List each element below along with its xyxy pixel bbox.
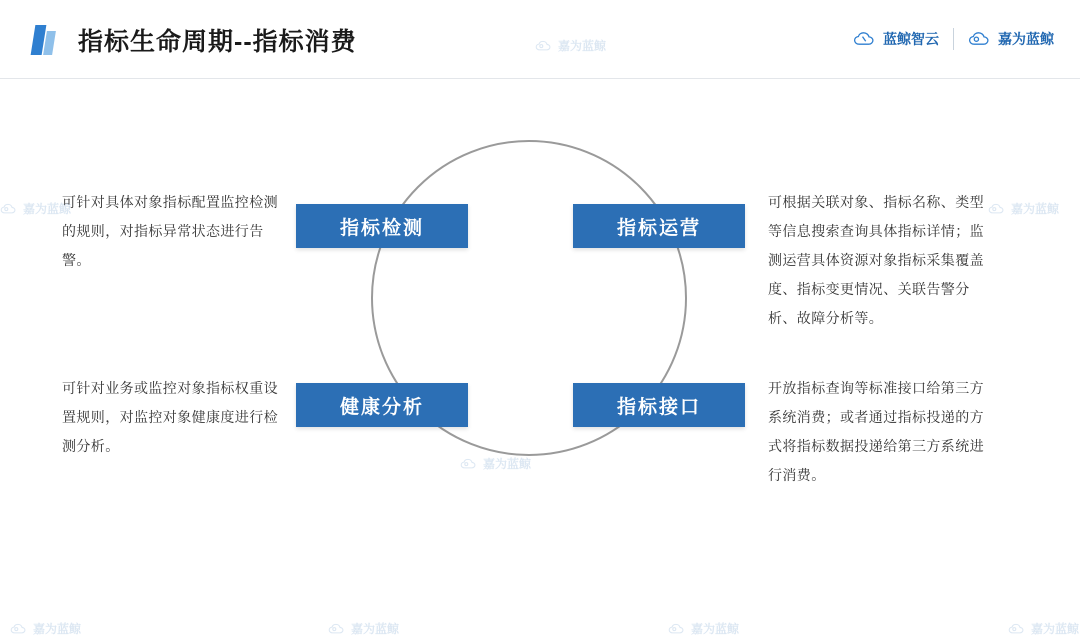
watermark [1008, 620, 1079, 637]
cloud-icon [1008, 622, 1026, 636]
watermark [328, 620, 399, 637]
title-accent-mark [33, 25, 55, 55]
brand-label: 蓝鲸智云 [883, 31, 939, 47]
watermark-label: 嘉为蓝鲸 [33, 622, 82, 636]
description-health-analysis: 可针对业务或监控对象指标权重设置规则，对监控对象健康度进行检测分析。 [62, 380, 278, 454]
brand-divider [953, 28, 954, 50]
page-title: 指标生命周期--指标消费 [78, 28, 357, 56]
watermark-label: 嘉为蓝鲸 [351, 622, 400, 636]
node-indicator-operation[interactable] [573, 204, 745, 248]
watermark-label: 嘉为蓝鲸 [691, 622, 740, 636]
node-indicator-detection[interactable] [296, 204, 468, 248]
page-header [0, 0, 1080, 78]
cloud-icon [853, 30, 877, 48]
watermark-label: 嘉为蓝鲸 [483, 457, 532, 471]
watermark-label: 嘉为蓝鲸 [1011, 202, 1060, 216]
watermark [668, 620, 739, 637]
node-label: 指标接口 [616, 396, 701, 418]
brand-group [853, 28, 1054, 50]
cloud-icon [968, 30, 992, 48]
cloud-icon [10, 622, 28, 636]
cloud-icon [668, 622, 686, 636]
brand-bkcloud [853, 29, 939, 49]
node-label: 健康分析 [339, 396, 424, 418]
watermark-label: 嘉为蓝鲸 [23, 202, 72, 216]
description-indicator-api: 开放指标查询等标准接口给第三方系统消费；或者通过指标投递的方式将指标数据投递给第三方系统进行消费。 [768, 380, 984, 483]
description-indicator-operation: 可根据关联对象、指标名称、类型等信息搜索查询具体指标详情；监测运营具体资源对象指标采集覆盖度、指标变更情况、关联告警分析、故障分析等。 [768, 194, 984, 326]
node-health-analysis[interactable] [296, 383, 468, 427]
watermark-label: 嘉为蓝鲸 [558, 39, 607, 53]
watermark-label: 嘉为蓝鲸 [1031, 622, 1080, 636]
lifecycle-diagram [0, 78, 1080, 608]
node-label: 指标检测 [339, 217, 424, 239]
watermark [10, 620, 81, 637]
brand-canway [968, 29, 1054, 49]
node-indicator-api[interactable] [573, 383, 745, 427]
brand-label: 嘉为蓝鲸 [998, 31, 1054, 47]
cloud-icon [328, 622, 346, 636]
node-label: 指标运营 [616, 217, 701, 239]
description-indicator-detection: 可针对具体对象指标配置监控检测的规则，对指标异常状态进行告警。 [62, 194, 278, 268]
